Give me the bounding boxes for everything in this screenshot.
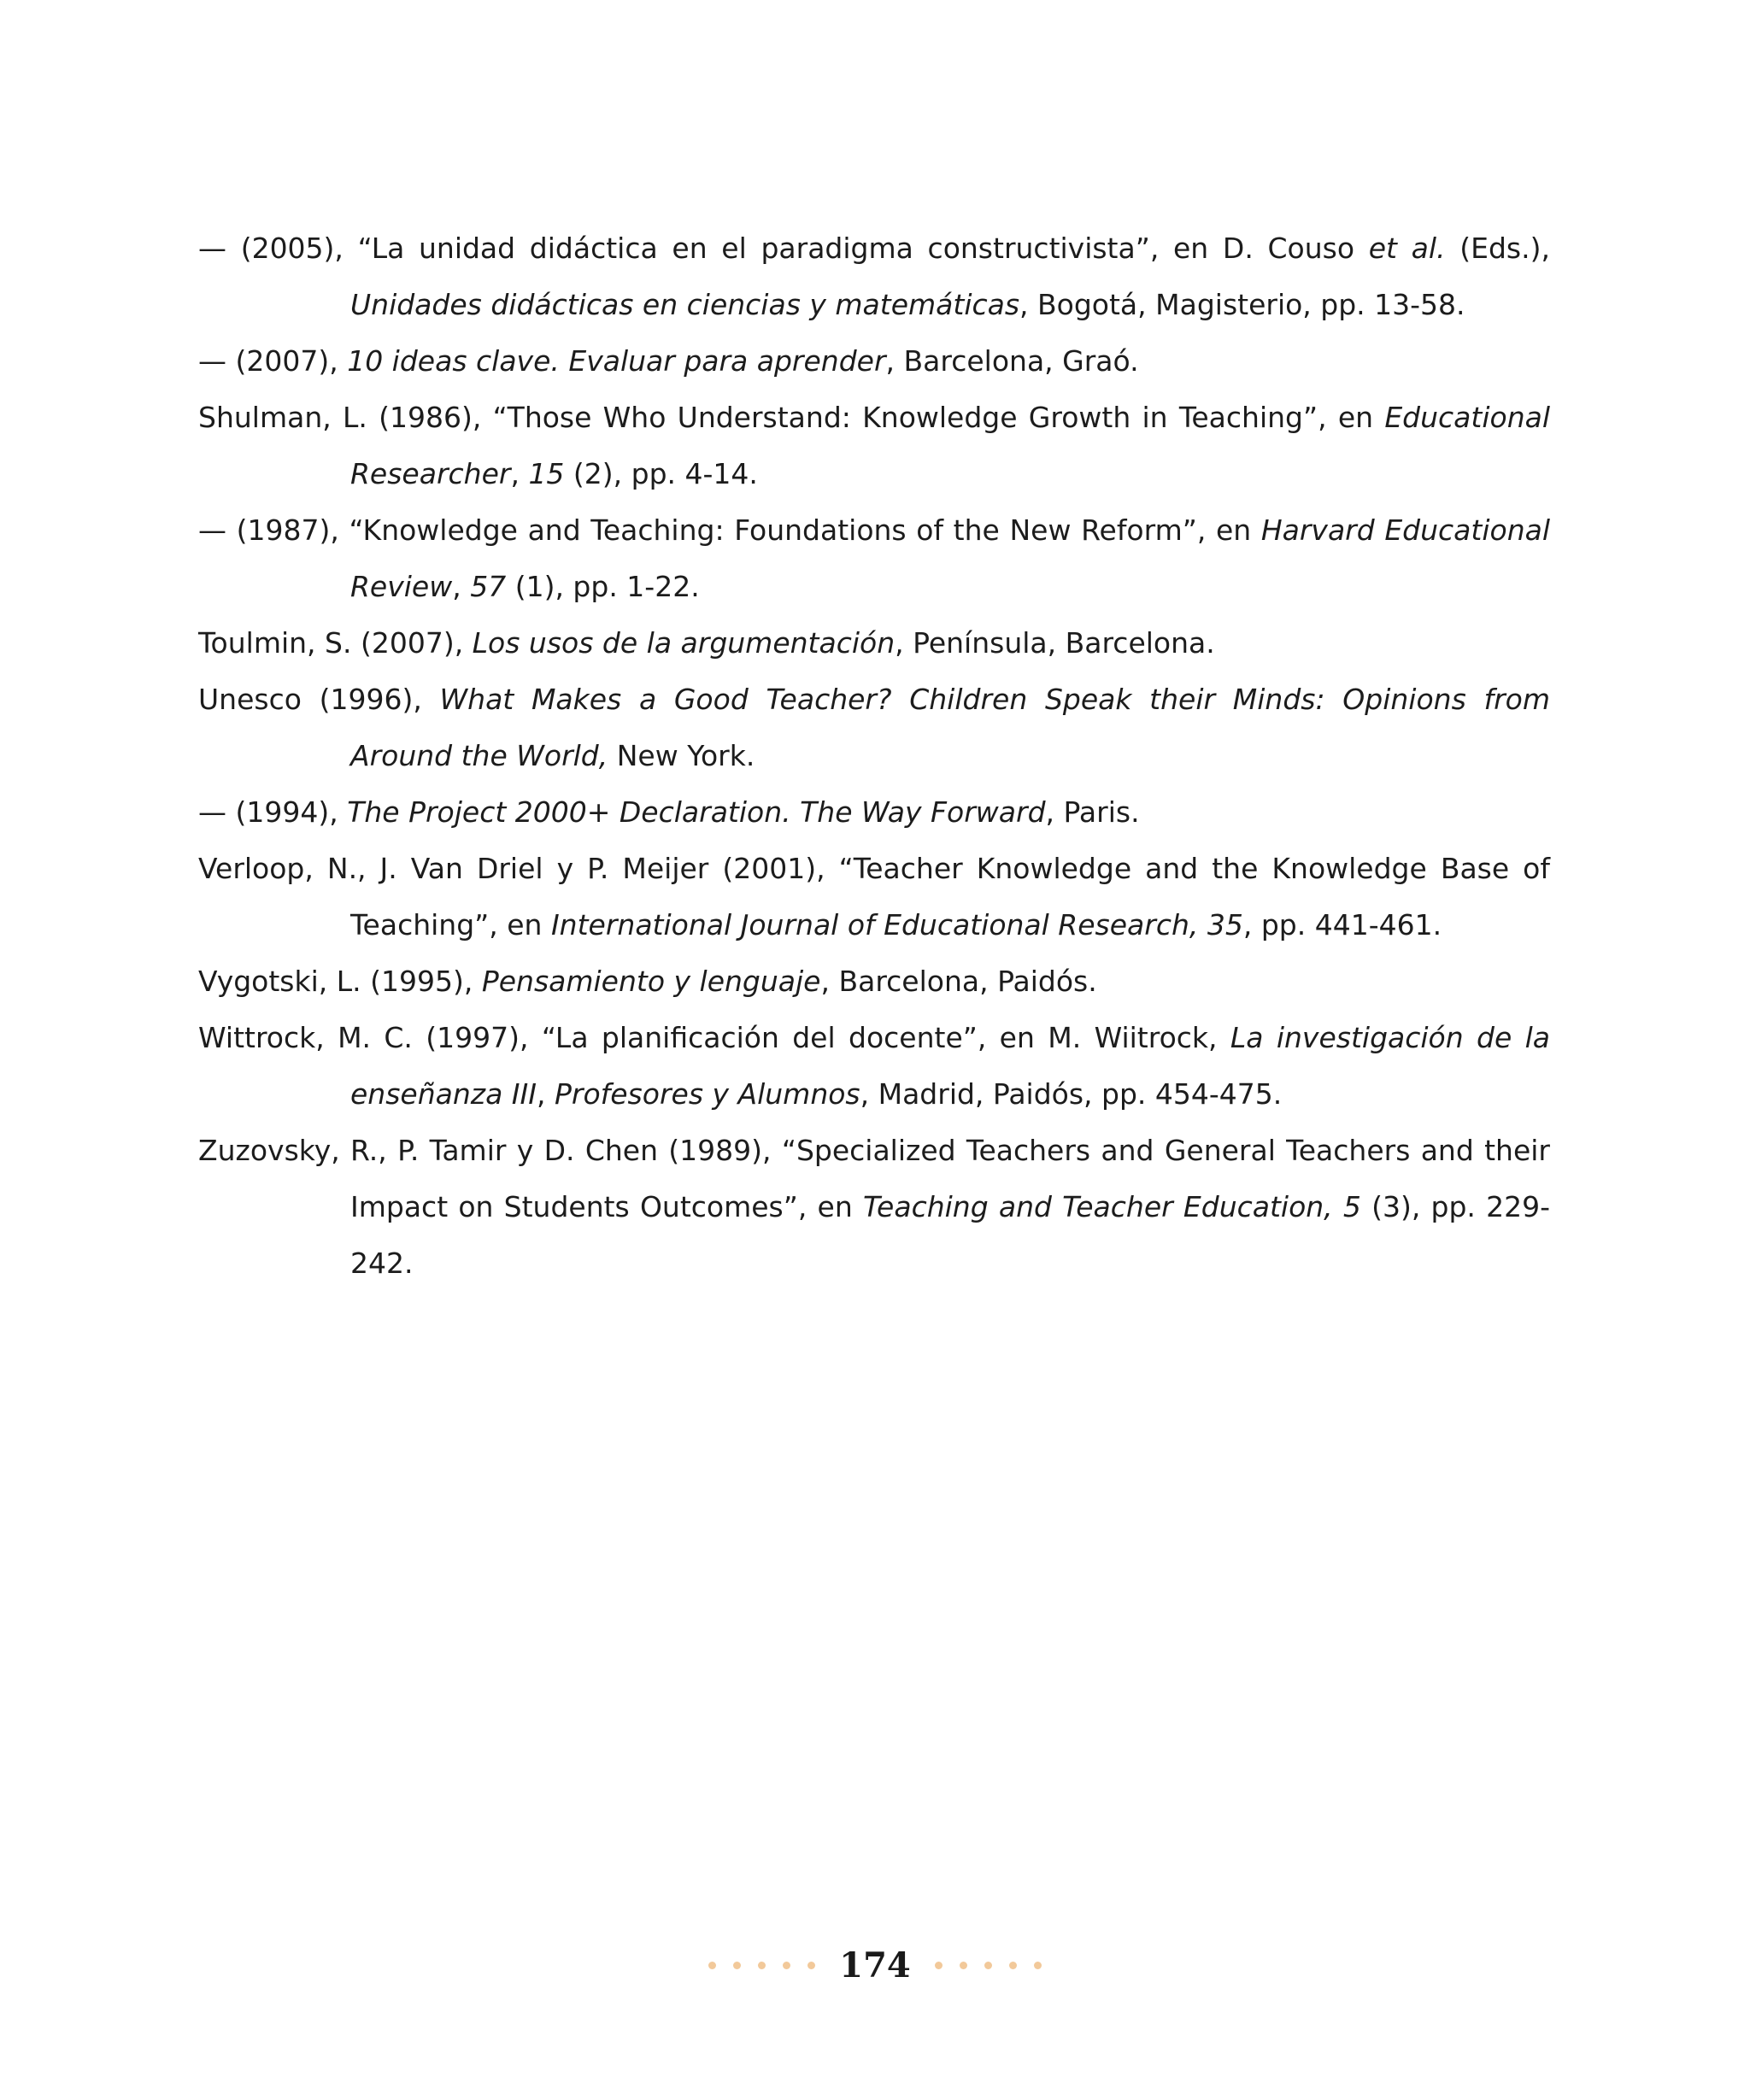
reference-italic-text: Pensamiento y lenguaje <box>481 965 821 998</box>
footer-dots-right <box>935 1962 1042 1969</box>
footer-dot <box>1009 1962 1017 1969</box>
reference-text: (2), pp. 4-14. <box>564 457 758 490</box>
reference-text: Shulman, L. (1986), “Those Who Understand: Knowledge Growth in Teaching”, en <box>198 401 1385 434</box>
reference-text: , Bogotá, Magisterio, pp. 13-58. <box>1019 288 1465 321</box>
reference-italic-text: The Project 2000+ Declaration. The Way Forward <box>347 795 1046 829</box>
reference-text: — (2007), <box>198 344 348 378</box>
reference-text: Vygotski, L. (1995), <box>198 965 482 998</box>
reference-italic-text: Profesores y Alumnos <box>554 1077 860 1111</box>
reference-entry <box>198 502 1550 615</box>
footer-dot <box>733 1962 741 1969</box>
page-footer <box>0 1939 1750 1991</box>
reference-text: Verloop, N., J. Van Driel y P. Meijer (2001), “Teacher Knowledge and the Knowledge Base of Teaching”, en <box>198 852 1550 941</box>
reference-italic-text: 10 ideas clave. Evaluar para aprender <box>347 344 886 378</box>
reference-text: , Barcelona, Graó. <box>885 344 1139 378</box>
reference-text: Toulmin, S. (2007), <box>198 626 473 660</box>
reference-text: , Madrid, Paidós, pp. 454-475. <box>860 1077 1283 1111</box>
reference-entry <box>198 841 1550 953</box>
reference-italic-text: Educational Researcher <box>350 401 1550 490</box>
reference-list <box>198 220 1550 1292</box>
reference-italic-text: Harvard Educational Review <box>350 513 1551 603</box>
reference-text: New York. <box>608 739 755 772</box>
reference-text: , <box>510 457 529 490</box>
reference-entry <box>198 615 1550 672</box>
footer-dot <box>807 1962 815 1969</box>
reference-italic-text: International Journal of Educational Research, 35 <box>550 908 1243 941</box>
reference-text: (1), pp. 1-22. <box>506 570 700 603</box>
reference-italic-text: What Makes a Good Teacher? Children Speak their Minds: Opinions from Around the World, <box>350 683 1550 772</box>
reference-text: — (1994), <box>198 795 348 829</box>
footer-dot <box>935 1962 943 1969</box>
reference-text: Zuzovsky, R., P. Tamir y D. Chen (1989), “Specialized Teachers and General Teachers and their Impact on Students Outcomes”, en <box>198 1134 1550 1223</box>
reference-entry <box>198 333 1550 390</box>
reference-entry <box>198 390 1550 502</box>
reference-text: , Península, Barcelona. <box>895 626 1215 660</box>
reference-entry <box>198 1010 1550 1123</box>
reference-italic-text: et al. <box>1368 232 1446 265</box>
reference-text: , pp. 441-461. <box>1242 908 1442 941</box>
reference-italic-text: 15 <box>528 457 565 490</box>
reference-italic-text: Unidades didácticas en ciencias y matemáticas <box>350 288 1020 321</box>
footer-dot <box>758 1962 766 1969</box>
reference-entry <box>198 1123 1550 1292</box>
footer-dot <box>960 1962 967 1969</box>
reference-text: , Paris. <box>1045 795 1140 829</box>
reference-entry <box>198 953 1550 1010</box>
reference-text: Unesco (1996), <box>198 683 440 716</box>
reference-italic-text: La investigación de la enseñanza III <box>350 1021 1550 1111</box>
footer-dot <box>708 1962 716 1969</box>
footer-dots-left <box>708 1962 815 1969</box>
reference-entry <box>198 672 1550 784</box>
footer-dot <box>783 1962 790 1969</box>
reference-text: , <box>452 570 471 603</box>
reference-entry <box>198 220 1550 333</box>
reference-text: (3), pp. 229-242. <box>350 1190 1550 1280</box>
reference-text: , Barcelona, Paidós. <box>820 965 1097 998</box>
reference-italic-text: Los usos de la argumentación <box>472 626 896 660</box>
reference-text: (Eds.), <box>1445 232 1550 265</box>
reference-entry <box>198 784 1550 841</box>
reference-text: — (1987), “Knowledge and Teaching: Foundations of the New Reform”, en <box>198 513 1261 547</box>
footer-dot <box>1034 1962 1042 1969</box>
reference-text: Wittrock, M. C. (1997), “La planificación del docente”, en M. Wiitrock, <box>198 1021 1230 1054</box>
reference-italic-text: 57 <box>470 570 507 603</box>
footer-dot <box>984 1962 992 1969</box>
reference-italic-text: Teaching and Teacher Education, 5 <box>862 1190 1361 1223</box>
reference-text: , <box>537 1077 555 1111</box>
page-number: 174 <box>839 1945 911 1986</box>
reference-text: — (2005), “La unidad didáctica en el paradigma constructivista”, en D. Couso <box>198 232 1369 265</box>
